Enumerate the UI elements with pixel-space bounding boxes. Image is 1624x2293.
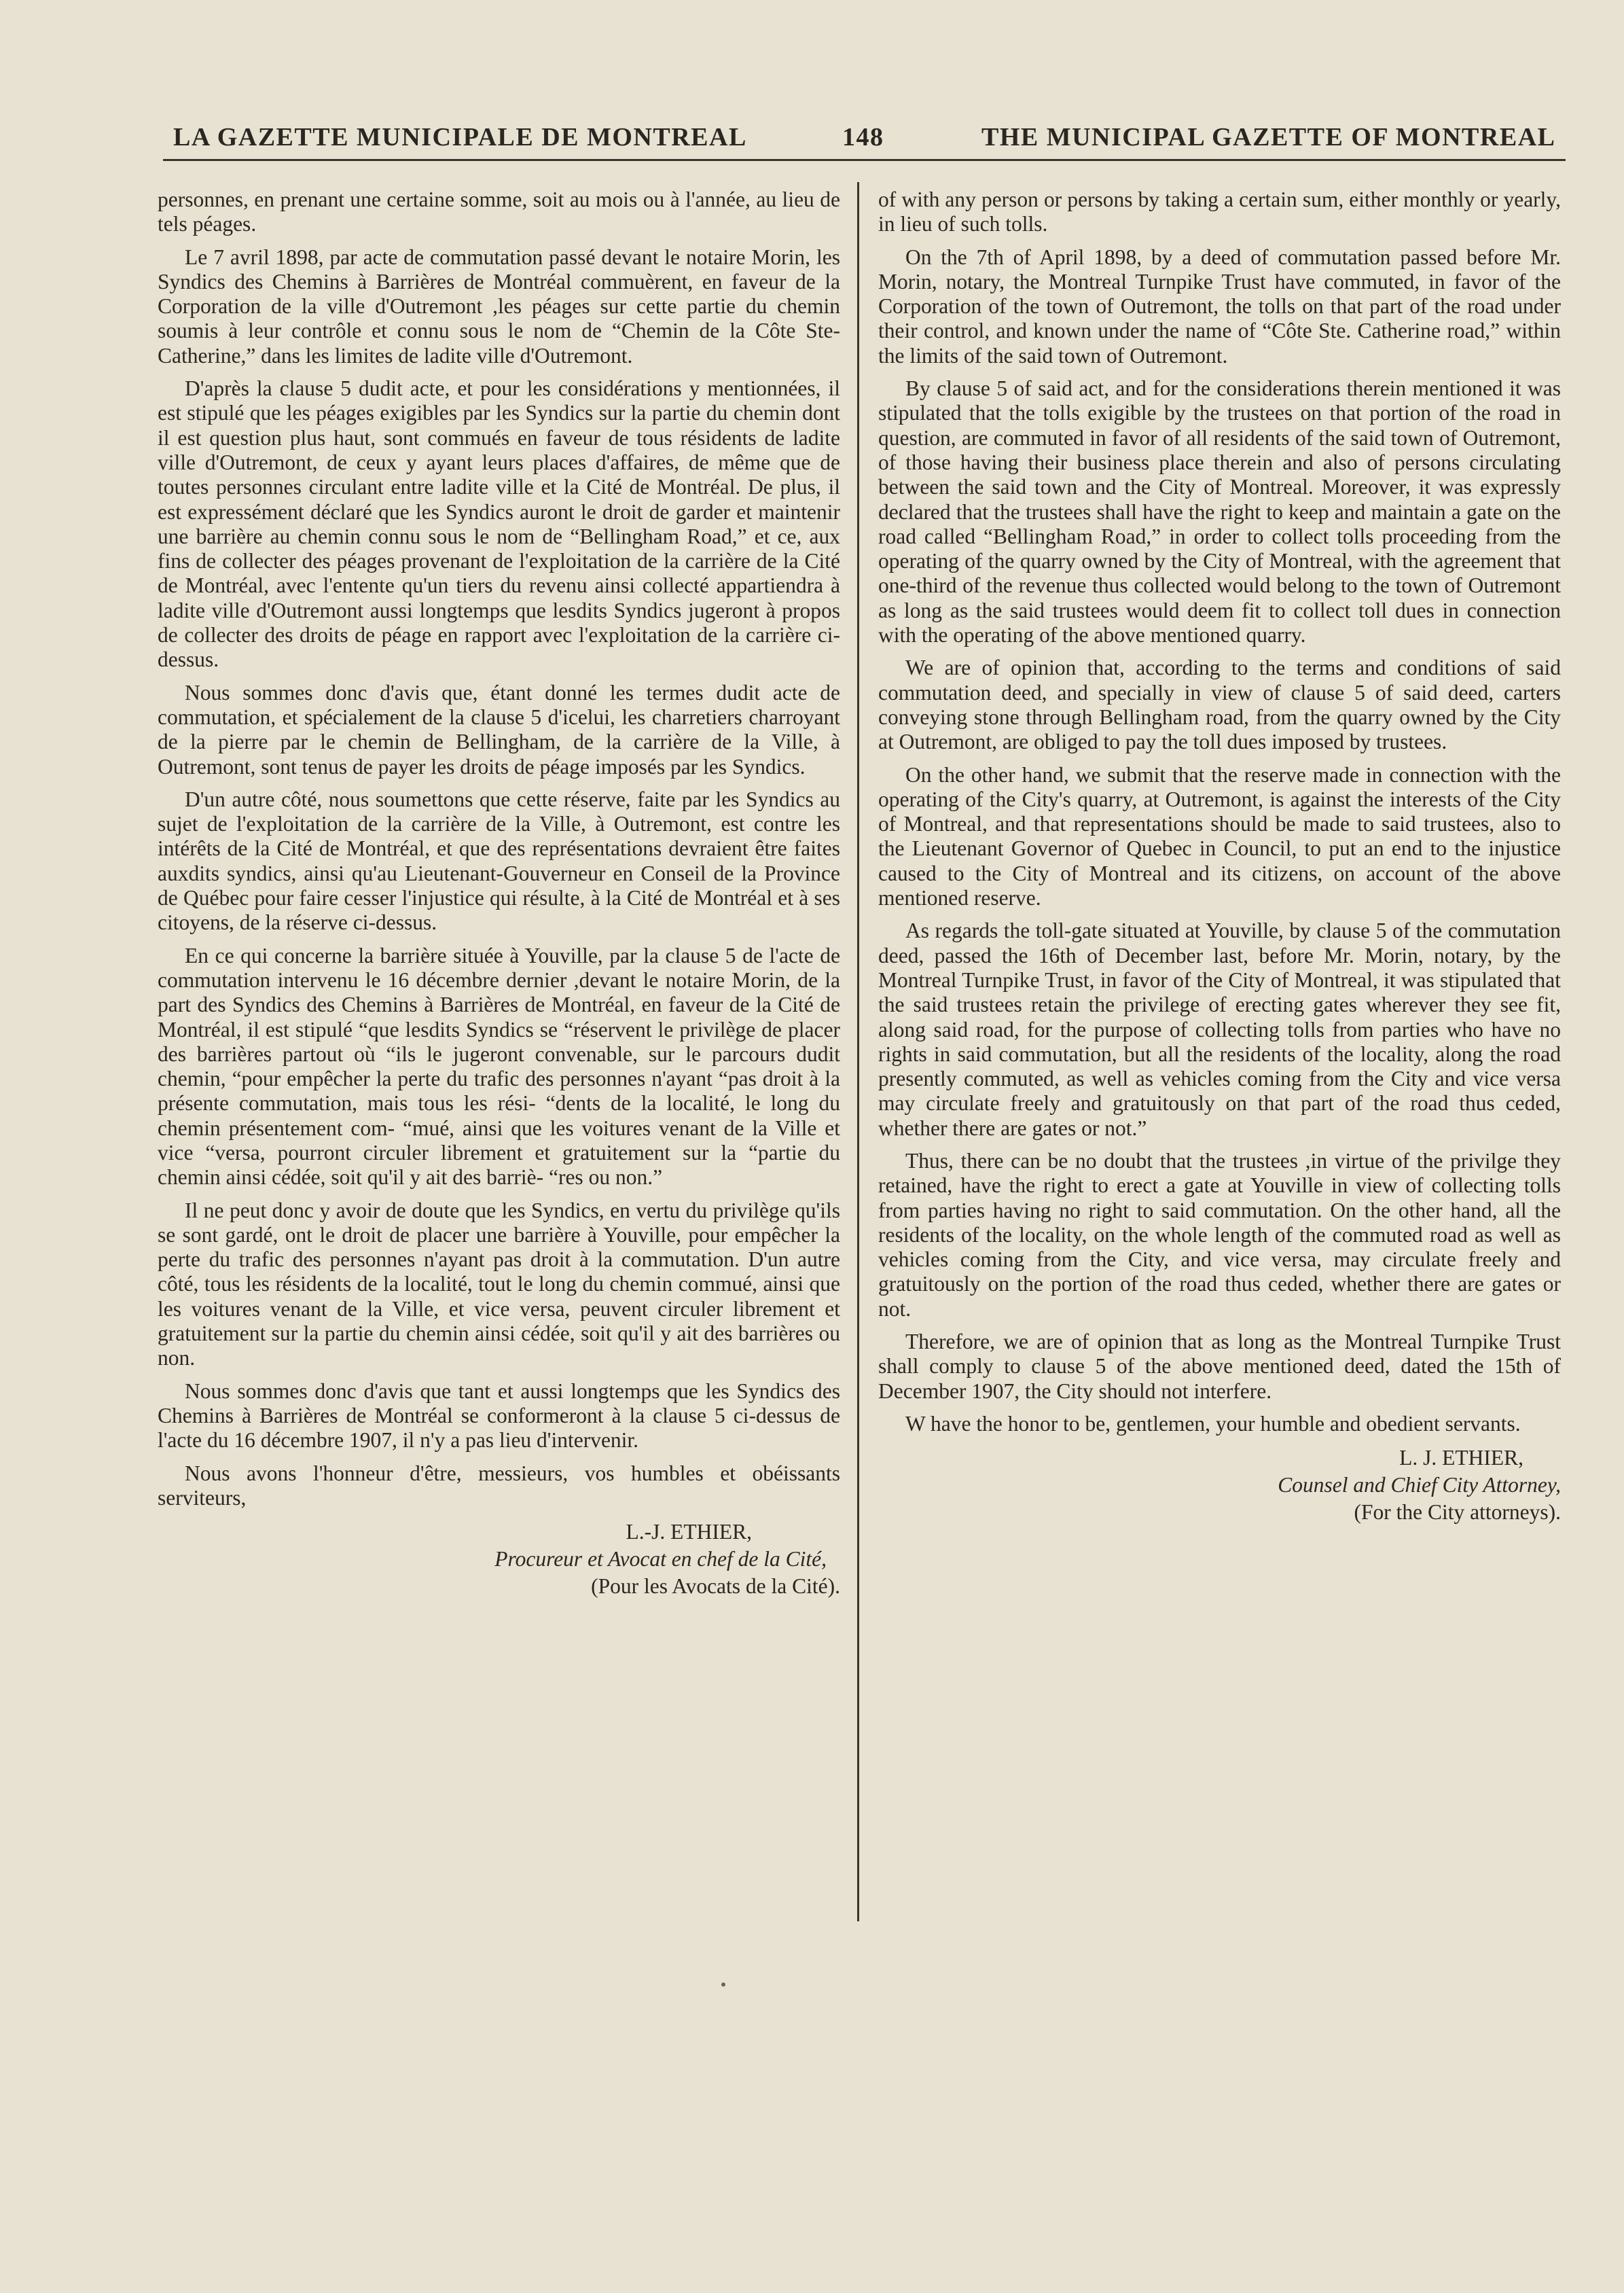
header-rule bbox=[163, 159, 1566, 161]
french-paragraph: D'après la clause 5 dudit acte, et pour les considérations y mentionnées, il est stipulé que les péages exigibles par les Syndics sur la partie du chemin dont il est question plus haut, sont commués en faveur de tous résidents de ladite ville d'Outremont, de ceux y ayant leurs places d'affaires, de même que de toutes personnes circulant entre ladite ville et la Cité de Montréal. De plus, il est expressément déclaré que les Syndics auront le droit de garder et maintenir une barrière au chemin connu sous le nom de “Bellingham Road,” et ce, aux fins de collecter des péages provenant de l'exploitation de la carrière de la Cité de Montréal, avec l'entente qu'un tiers du revenu ainsi collecté appartiendra à ladite ville d'Outremont aussi longtemps que lesdits Syndics jugeront à propos de collecter des droits de péage en rapport avec l'exploitation de la carrière ci-dessus. bbox=[158, 376, 840, 672]
french-paragraph: Nous avons l'honneur d'être, messieurs, vos humbles et obéissants serviteurs, bbox=[158, 1461, 840, 1510]
french-signature-subtitle: (Pour les Avocats de la Cité). bbox=[591, 1574, 840, 1599]
french-signature-name: L.-J. ETHIER, bbox=[626, 1520, 752, 1544]
english-column bbox=[878, 188, 1561, 1526]
french-paragraph: Il ne peut donc y avoir de doute que les Syndics, en vertu du privilège qu'ils se sont gardé, ont le droit de placer une barrière à Youville, pour empêcher la perte du trafic des personnes n'ayant pas droit à la commutation. D'un autre côté, tous les résidents de la localité, tout le long du chemin commué, ainsi que les voitures venant de la Ville, et vice versa, peuvent circuler librement et gratuitement sur la partie du chemin ainsi cédée, soit qu'il y ait des barrières ou non. bbox=[158, 1198, 840, 1370]
english-paragraph: W have the honor to be, gentlemen, your humble and obedient servants. bbox=[905, 1411, 1521, 1436]
english-signature-name: L. J. ETHIER, bbox=[1399, 1446, 1523, 1470]
french-paragraph: En ce qui concerne la barrière située à Youville, par la clause 5 de l'acte de commutation intervenu le 16 décembre dernier ,devant le notaire Morin, de la part des Syndics des Chemins à Barrières de Montréal, en faveur de la Cité de Montréal, il est stipulé “que lesdits Syndics se “réservent le privilège de placer des barrières partout où “ils le jugeront convenable, sur le parcours dudit chemin, “pour empêcher la perte du trafic des personnes n'ayant “pas droit à la présente commutation, mais tous les rési- “dents de la localité, le long du chemin présentement com- “mué, ainsi que les voitures venant de la Ville et vice “versa, pourront circuler librement et gratuitement sur la “partie du chemin ainsi cédée, soit qu'il y ait des barriè- “res ou non.” bbox=[158, 943, 840, 1190]
header-french-title: LA GAZETTE MUNICIPALE DE MONTREAL bbox=[173, 123, 747, 152]
english-paragraph: Thus, there can be no doubt that the trustees ,in virtue of the privilge they retained, have the right to erect a gate at Youville in view of collecting tolls from parties having no right to said commutation. On the other hand, all the residents of the locality, on the whole length of the commuted road as well as vehicles coming from the City, and vice versa, may circulate freely and gratuitously on the portion of the road thus ceded, whether there are gates or not. bbox=[878, 1148, 1561, 1321]
english-signature-title: Counsel and Chief City Attorney, bbox=[1278, 1473, 1561, 1497]
print-speck bbox=[721, 1983, 725, 1987]
english-paragraph: of with any person or persons by taking a certain sum, either monthly or yearly, in lieu of such tolls. bbox=[878, 188, 1561, 236]
english-paragraph: By clause 5 of said act, and for the considerations therein mentioned it was stipulated that the tolls exigible by the trustees on that portion of the road in question, are commuted in favor of all residents of the said town of Outremont, of those having their business place therein and also of persons circulating between the said town and the City of Montreal. Moreover, it was expressly declared that the trustees shall have the right to keep and maintain a gate on the road called “Bellingham Road,” in order to collect tolls proceeding from the operating of the quarry owned by the City of Montreal, with the agreement that one-third of the revenue thus collected would belong to the town of Outremont as long as the said trustees would deem fit to collect toll dues in connection with the operating of the above mentioned quarry. bbox=[878, 376, 1561, 647]
english-paragraph: We are of opinion that, according to the terms and conditions of said commutation deed, and specially in view of clause 5 of said deed, carters conveying stone through Bellingham road, from the quarry owned by the City at Outremont, are obliged to pay the toll dues imposed by trustees. bbox=[878, 656, 1561, 754]
english-paragraph: On the other hand, we submit that the reserve made in connection with the operating of the City's quarry, at Outremont, is against the interests of the City of Montreal, and that representations should be made to said trustees, also to the Lieutenant Governor of Quebec in Council, to put an end to the injustice caused to the City of Montreal and its citizens, on account of the above mentioned reserve. bbox=[878, 762, 1561, 910]
french-paragraph: personnes, en prenant une certaine somme, soit au mois ou à l'année, au lieu de tels péages. bbox=[158, 188, 840, 236]
english-paragraph: Therefore, we are of opinion that as long as the Montreal Turnpike Trust shall comply to clause 5 of the above mentioned deed, dated the 15th of December 1907, the City should not interfere. bbox=[878, 1330, 1561, 1403]
english-paragraph: As regards the toll-gate situated at Youville, by clause 5 of the commutation deed, passed the 16th of December last, before Mr. Morin, notary, by the Montreal Turnpike Trust, in favor of the City of Montreal, it was stipulated that the said trustees retain the privilege of erecting gates wherever they see fit, along said road, for the purpose of collecting tolls from parties who have no rights in said commutation, but all the residents of the locality, along the road presently commuted, as well as vehicles coming from the City and vice versa may circulate freely and gratuitously on that part of the road thus ceded, whether there are gates or not.” bbox=[878, 919, 1561, 1140]
header-english-title: THE MUNICIPAL GAZETTE OF MONTREAL bbox=[981, 123, 1556, 152]
french-paragraph: D'un autre côté, nous soumettons que cette réserve, faite par les Syndics au sujet de l'exploitation de la carrière de la Ville, à Outremont, est contre les intérêts de la Cité de Montréal, et que des représentations devraient être faites auxdits syndics, ainsi qu'au Lieutenant-Gouverneur en Conseil de la Province de Québec pour faire cesser l'injustice qui résulte, à la Cité de Montréal et à ses citoyens, de la réserve ci-dessus. bbox=[158, 787, 840, 935]
french-signature-title: Procureur et Avocat en chef de la Cité, bbox=[494, 1547, 827, 1571]
french-paragraph: Nous sommes donc d'avis que, étant donné les termes dudit acte de commutation, et spécialement de la clause 5 d'icelui, les charretiers charroyant de la pierre par le chemin de Bellingham, de la carrière de la Ville, à Outremont, sont tenus de payer les droits de péage imposés par les Syndics. bbox=[158, 680, 840, 779]
english-signature-subtitle: (For the City attorneys). bbox=[1354, 1500, 1561, 1525]
page-number: 148 bbox=[842, 123, 884, 152]
column-divider bbox=[857, 182, 859, 1921]
french-column bbox=[158, 188, 840, 1600]
english-paragraph: On the 7th of April 1898, by a deed of commutation passed before Mr. Morin, notary, the Montreal Turnpike Trust have commuted, in favor of the Corporation of the town of Outremont, the tolls on that part of the road under their control, and known under the name of “Côte Ste. Catherine road,” within the limits of the said town of Outremont. bbox=[878, 245, 1561, 368]
french-paragraph: Nous sommes donc d'avis que tant et aussi longtemps que les Syndics des Chemins à Barrières de Montréal se conformeront à la clause 5 ci-dessus de l'acte du 16 décembre 1907, il n'y a pas lieu d'intervenir. bbox=[158, 1379, 840, 1453]
french-paragraph: Le 7 avril 1898, par acte de commutation passé devant le notaire Morin, les Syndics des Chemins à Barrières de Montréal commuèrent, en faveur de la Corporation de la ville d'Outremont ,les péages sur cette partie du chemin soumis à leur contrôle et connu sous le nom de “Chemin de la Côte Ste-Catherine,” dans les limites de ladite ville d'Outremont. bbox=[158, 245, 840, 368]
